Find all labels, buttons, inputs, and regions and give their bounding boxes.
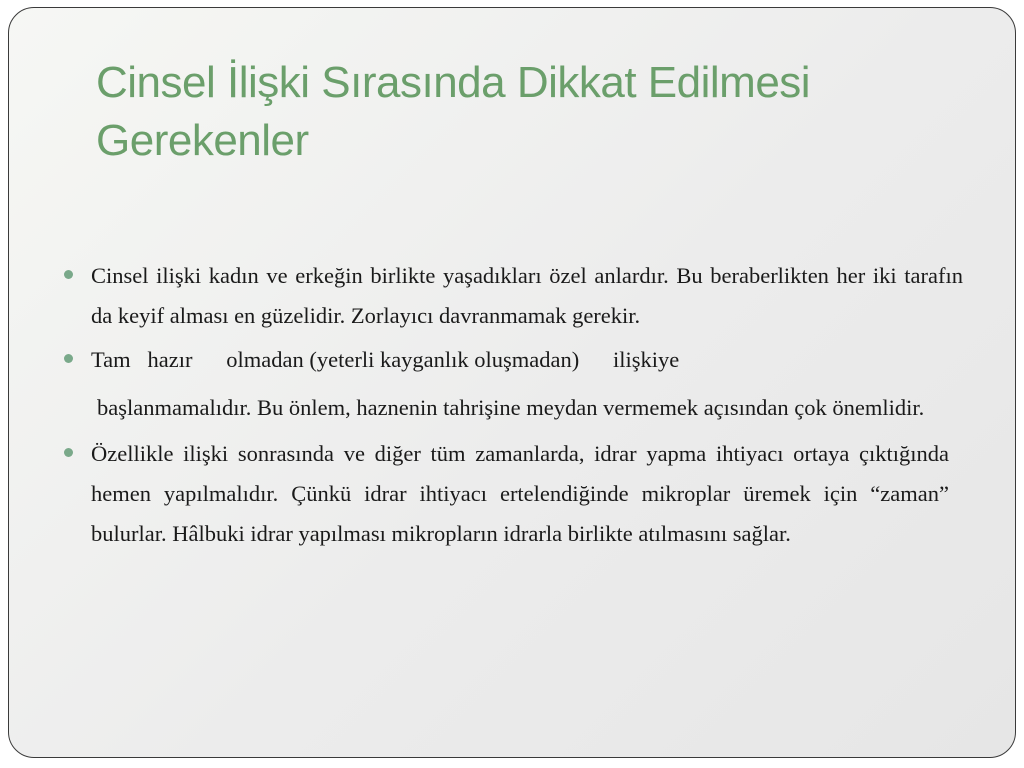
bullet-item <box>63 256 963 336</box>
bullet-item <box>63 340 963 428</box>
slide-title: Cinsel İlişki Sırasında Dikkat Edilmesi Gerekenler <box>96 58 811 165</box>
bullet-dot-icon <box>64 270 73 279</box>
bullet-text: Cinsel ilişki kadın ve erkeğin birlikte yaşadıkları özel anlardır. Bu beraberlikten her iki tarafın da keyif alması en güzelidir. Zorlayıcı davranmamak gerekir. <box>91 263 963 328</box>
bullet-dot-icon <box>64 354 73 363</box>
bullet-dot-icon <box>64 448 73 457</box>
bullet-text: Özellikle ilişki sonrasında ve diğer tüm zamanlarda, idrar yapma ihtiyacı ortaya çıktığında hemen yapılmalıdır. Çünkü idrar ihtiyacı ertelendiğinde mikroplar üremek için “zaman” bulurlar. Hâlbuki idrar yapılması mikropların idrarla birlikte atılmasını sağlar. <box>91 441 949 546</box>
bullet-item <box>63 434 949 554</box>
bullet-text-line2: başlanmamalıdır. Bu önlem, haznenin tahrişine meydan vermemek açısından çok önemlidir. <box>97 395 925 420</box>
slide <box>8 7 1016 758</box>
slide-body <box>63 256 963 554</box>
bullet-text-line1: Tam hazır olmadan (yeterli kayganlık oluşmadan) ilişkiye <box>91 347 680 372</box>
